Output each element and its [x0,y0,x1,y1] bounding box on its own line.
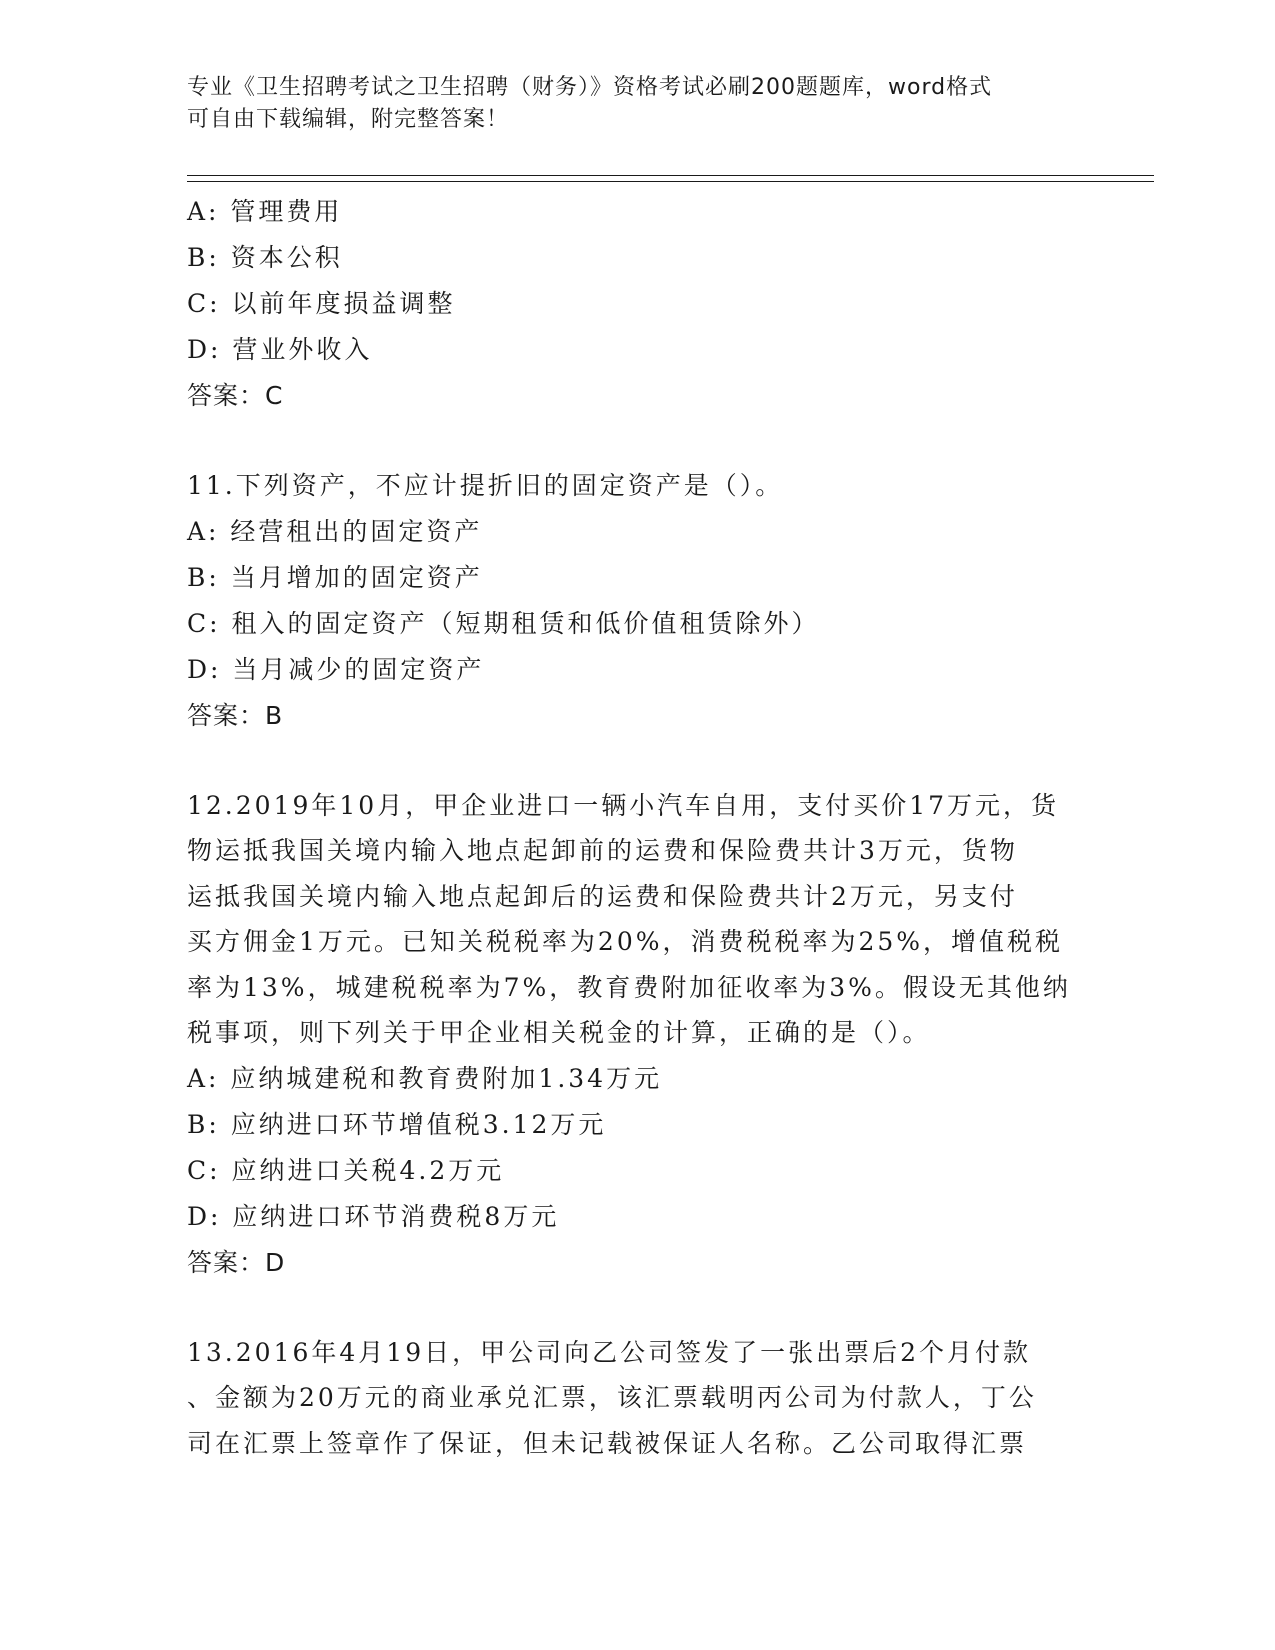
option-d: D: 应纳进口环节消费税8万元 [187,1201,560,1231]
option-c: C: 以前年度损益调整 [187,289,456,318]
question-stem-line: 运抵我国关境内输入地点起卸后的运费和保险费共计2万元，另支付 [187,881,1018,911]
question-stem-line: 、金额为20万元的商业承兑汇票，该汇票载明丙公司为付款人，丁公 [187,1383,1037,1412]
answer: 答案：C [187,381,284,410]
question-13 [187,1330,1087,1467]
header-rule-top [187,175,1154,176]
spacer [187,1286,1087,1330]
question-stem-line: 12.2019年10月，甲企业进口一辆小汽车自用，支付买价17万元，货 [187,790,1060,820]
option-d: D: 营业外收入 [187,335,373,364]
question-stem-line: 买方佣金1万元。已知关税税率为20%，消费税税率为25%，增值税税 [187,927,1064,956]
spacer [187,739,1087,783]
question-10 [187,189,1087,419]
option-d: D: 当月减少的固定资产 [187,654,485,684]
option-c: C: 应纳进口关税4.2万元 [187,1155,505,1185]
question-stem-line: 物运抵我国关境内输入地点起卸前的运费和保险费共计3万元，货物 [187,836,1018,865]
header-rule-bottom [187,181,1154,182]
question-stem-line: 率为13%，城建税税率为7%，教育费附加征收率为3%。假设无其他纳 [187,972,1071,1002]
question-11 [187,463,1087,739]
option-a: A: 经营租出的固定资产 [187,516,483,546]
option-b: B: 当月增加的固定资产 [187,562,483,592]
question-stem-line: 司在汇票上签章作了保证，但未记载被保证人名称。乙公司取得汇票 [187,1428,1028,1458]
question-stem-line: 税事项，则下列关于甲企业相关税金的计算，正确的是（）。 [187,1018,931,1047]
question-stem-line: 11.下列资产，不应计提折旧的固定资产是（）。 [187,471,784,500]
answer: 答案：D [187,1247,286,1277]
option-b: B: 资本公积 [187,243,343,272]
question-12 [187,783,1087,1286]
question-stem-line: 13.2016年4月19日，甲公司向乙公司签发了一张出票后2个月付款 [187,1337,1032,1367]
spacer [187,419,1087,463]
answer: 答案：B [187,700,284,730]
option-a: A: 应纳城建税和教育费附加1.34万元 [187,1063,663,1093]
option-a: A: 管理费用 [187,197,343,226]
question-content [187,189,1087,1466]
header-line-1: 专业《卫生招聘考试之卫生招聘（财务）》资格考试必刷200题题库，word格式 [187,75,993,100]
option-c: C: 租入的固定资产（短期租赁和低价值租赁除外） [187,608,820,638]
document-header [187,72,1067,136]
option-b: B: 应纳进口环节增值税3.12万元 [187,1109,607,1139]
header-line-2: 可自由下载编辑，附完整答案！ [187,107,510,132]
